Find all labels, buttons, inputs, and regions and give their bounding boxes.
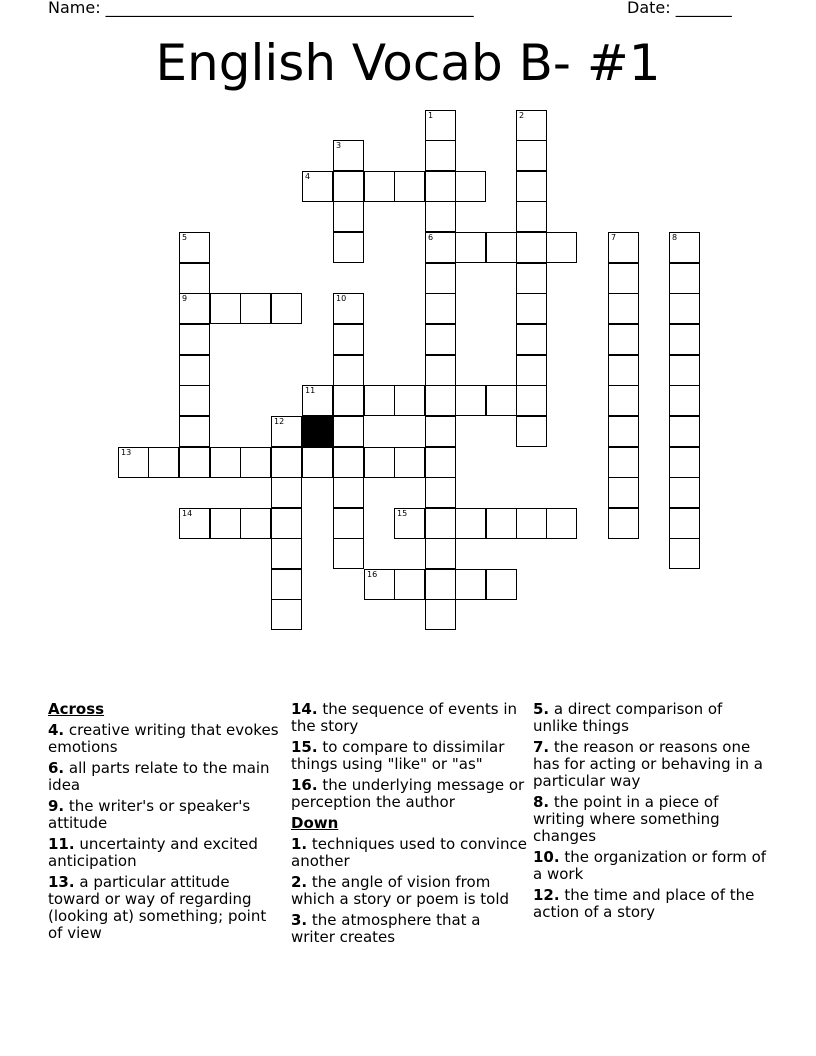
down-clue [291,836,527,870]
cell-number: 12 [274,417,285,426]
cell-number: 15 [397,509,408,518]
across-heading: Across [48,700,105,718]
crossword-cell[interactable] [394,447,425,478]
crossword-cell[interactable] [179,447,210,478]
crossword-cell[interactable] [271,599,302,630]
cell-number: 16 [367,570,378,579]
clue-text: the point in a piece of writing where something changes [533,793,720,845]
crossword-cell[interactable] [179,416,210,447]
down-clue [291,912,527,946]
cell-number: 14 [182,509,193,518]
clue-number: 15. [291,738,318,756]
crossword-cell[interactable] [425,599,456,630]
crossword-cell[interactable] [333,355,364,386]
crossword-cell[interactable] [455,385,486,416]
across-clue [48,874,284,942]
crossword-cell[interactable] [425,293,456,324]
clue-number: 4. [48,721,65,739]
down-clue [291,874,527,908]
clue-text: to compare to dissimilar things using "like" or "as" [291,738,505,773]
cell-number: 9 [182,294,188,303]
cell-number: 10 [336,294,347,303]
crossword-cell[interactable] [271,538,302,569]
clue-text: a direct comparison of unlike things [533,700,723,735]
crossword-cell[interactable] [425,385,456,416]
crossword-cell[interactable] [425,538,456,569]
crossword-cell[interactable] [669,355,700,386]
crossword-cell[interactable] [516,263,547,294]
across-clue [291,739,527,773]
crossword-cell[interactable] [608,263,639,294]
clue-number: 16. [291,776,318,794]
crossword-cell[interactable] [333,201,364,232]
crossword-cell[interactable] [364,171,395,202]
crossword-cell[interactable] [364,569,395,600]
clue-number: 1. [291,835,308,853]
clue-number: 3. [291,911,308,929]
crossword-cell[interactable] [669,477,700,508]
crossword-cell[interactable] [669,538,700,569]
crossword-cell[interactable] [210,447,241,478]
down-clue [533,887,769,921]
crossword-cell[interactable] [516,232,547,263]
crossword-cell[interactable] [425,263,456,294]
crossword-cell[interactable] [240,293,271,324]
crossword-cell[interactable] [302,385,333,416]
crossword-cell[interactable] [394,569,425,600]
crossword-cell[interactable] [516,355,547,386]
name-field-label: Name: ______________________________________________ [48,0,474,17]
clue-text: uncertainty and excited anticipation [48,835,258,870]
clue-number: 5. [533,700,550,718]
clue-number: 14. [291,700,318,718]
down-clue [533,849,769,883]
crossword-cell[interactable] [608,477,639,508]
crossword-cell[interactable] [271,569,302,600]
crossword-cell[interactable] [333,171,364,202]
crossword-cell[interactable] [302,171,333,202]
crossword-cell[interactable] [179,232,210,263]
crossword-cell[interactable] [608,447,639,478]
clue-number: 13. [48,873,75,891]
page-title: English Vocab B- #1 [155,34,661,92]
crossword-cell[interactable] [669,324,700,355]
crossword-cell[interactable] [608,293,639,324]
across-clue [48,836,284,870]
across-clue [48,760,284,794]
crossword-cell[interactable] [333,385,364,416]
crossword-cell[interactable] [425,140,456,171]
crossword-cell[interactable] [394,385,425,416]
clues-column-3 [533,701,769,925]
clue-text: all parts relate to the main idea [48,759,270,794]
clues-column-2 [291,701,527,950]
crossword-cell[interactable] [516,171,547,202]
crossword-cell[interactable] [118,447,149,478]
clue-text: the angle of vision from which a story or poem is told [291,873,510,908]
crossword-cell[interactable] [669,416,700,447]
down-clue [533,701,769,735]
crossword-cell[interactable] [608,232,639,263]
crossword-cell[interactable] [333,477,364,508]
crossword-cell[interactable] [179,263,210,294]
cell-number: 1 [428,111,434,120]
cell-number: 6 [428,233,434,242]
crossword-cell[interactable] [546,508,577,539]
crossword-cell[interactable] [394,171,425,202]
date-field-label: Date: _______ [627,0,732,17]
crossword-cell[interactable] [333,293,364,324]
crossword-cell[interactable] [455,171,486,202]
clue-text: the reason or reasons one has for acting or behaving in a particular way [533,738,763,790]
clue-text: the underlying message or perception the author [291,776,525,811]
clue-text: the writer's or speaker's attitude [48,797,251,832]
crossword-cell[interactable] [669,508,700,539]
crossword-cell[interactable] [271,508,302,539]
clue-number: 6. [48,759,65,777]
crossword-cell[interactable] [608,355,639,386]
crossword-cell[interactable] [425,324,456,355]
cell-number: 11 [305,386,316,395]
crossword-cell[interactable] [333,447,364,478]
crossword-cell[interactable] [486,569,517,600]
cell-number: 2 [519,111,525,120]
crossword-cell[interactable] [425,232,456,263]
crossword-cell[interactable] [486,232,517,263]
crossword-cell[interactable] [425,508,456,539]
crossword-cell[interactable] [425,416,456,447]
clue-number: 11. [48,835,75,853]
crossword-cell[interactable] [608,324,639,355]
crossword-cell[interactable] [333,232,364,263]
crossword-cell[interactable] [271,447,302,478]
crossword-cell[interactable] [516,110,547,141]
crossword-cell[interactable] [425,171,456,202]
crossword-cell[interactable] [455,569,486,600]
across-clue [48,722,284,756]
clues-column-1 [48,701,284,946]
crossword-cell[interactable] [333,324,364,355]
cell-number: 3 [336,141,342,150]
crossword-cell[interactable] [210,508,241,539]
clue-text: a particular attitude toward or way of regarding (looking at) something; point of view [48,873,267,942]
crossword-cell[interactable] [240,447,271,478]
crossword-cell[interactable] [516,201,547,232]
crossword-cell[interactable] [364,385,395,416]
crossword-cell[interactable] [425,447,456,478]
crossword-cell[interactable] [271,477,302,508]
crossword-cell[interactable] [425,110,456,141]
crossword-cell[interactable] [179,293,210,324]
crossword-cell[interactable] [425,201,456,232]
cell-number: 4 [305,172,311,181]
crossword-cell[interactable] [669,263,700,294]
crossword-cell[interactable] [333,140,364,171]
cell-number: 7 [611,233,617,242]
crossword-cell[interactable] [669,385,700,416]
crossword-cell[interactable] [486,508,517,539]
crossword-cell[interactable] [669,232,700,263]
crossword-cell[interactable] [486,385,517,416]
crossword-cell[interactable] [333,538,364,569]
down-clue [533,739,769,790]
crossword-cell[interactable] [669,447,700,478]
cell-number: 5 [182,233,188,242]
crossword-cell[interactable] [425,477,456,508]
crossword-cell[interactable] [179,508,210,539]
clue-text: the time and place of the action of a story [533,886,755,921]
clue-number: 9. [48,797,65,815]
clue-number: 10. [533,848,560,866]
crossword-cell[interactable] [516,324,547,355]
clue-number: 2. [291,873,308,891]
crossword-cell[interactable] [179,385,210,416]
crossword-cell[interactable] [271,416,302,447]
crossword-cell[interactable] [394,508,425,539]
across-clue [291,777,527,811]
clue-text: the atmosphere that a writer creates [291,911,481,946]
clue-number: 7. [533,738,550,756]
cell-number: 13 [121,448,132,457]
clue-text: techniques used to convince another [291,835,527,870]
crossword-cell[interactable] [425,355,456,386]
crossword-cell[interactable] [455,232,486,263]
crossword-cell[interactable] [516,293,547,324]
crossword-cell[interactable] [179,355,210,386]
crossword-cell[interactable] [333,508,364,539]
clue-text: creative writing that evokes emotions [48,721,279,756]
crossword-cell[interactable] [669,293,700,324]
crossword-cell[interactable] [608,508,639,539]
crossword-cell[interactable] [516,385,547,416]
crossword-cell[interactable] [302,447,333,478]
crossword-cell[interactable] [455,508,486,539]
crossword-cell[interactable] [425,569,456,600]
black-cell [302,416,333,447]
crossword-cell[interactable] [333,416,364,447]
down-clue [533,794,769,845]
crossword-cell[interactable] [516,140,547,171]
cell-number: 8 [672,233,678,242]
clue-text: the organization or form of a work [533,848,767,883]
crossword-cell[interactable] [210,293,241,324]
crossword-cell[interactable] [271,293,302,324]
crossword-cell[interactable] [179,324,210,355]
crossword-cell[interactable] [608,416,639,447]
clue-number: 8. [533,793,550,811]
clue-text: the sequence of events in the story [291,700,518,735]
crossword-cell[interactable] [608,385,639,416]
clue-number: 12. [533,886,560,904]
across-clue [48,798,284,832]
across-clue [291,701,527,735]
crossword-cell[interactable] [364,447,395,478]
crossword-cell[interactable] [148,447,179,478]
crossword-cell[interactable] [546,232,577,263]
crossword-cell[interactable] [240,508,271,539]
crossword-cell[interactable] [516,508,547,539]
crossword-cell[interactable] [516,416,547,447]
down-heading: Down [291,814,339,832]
